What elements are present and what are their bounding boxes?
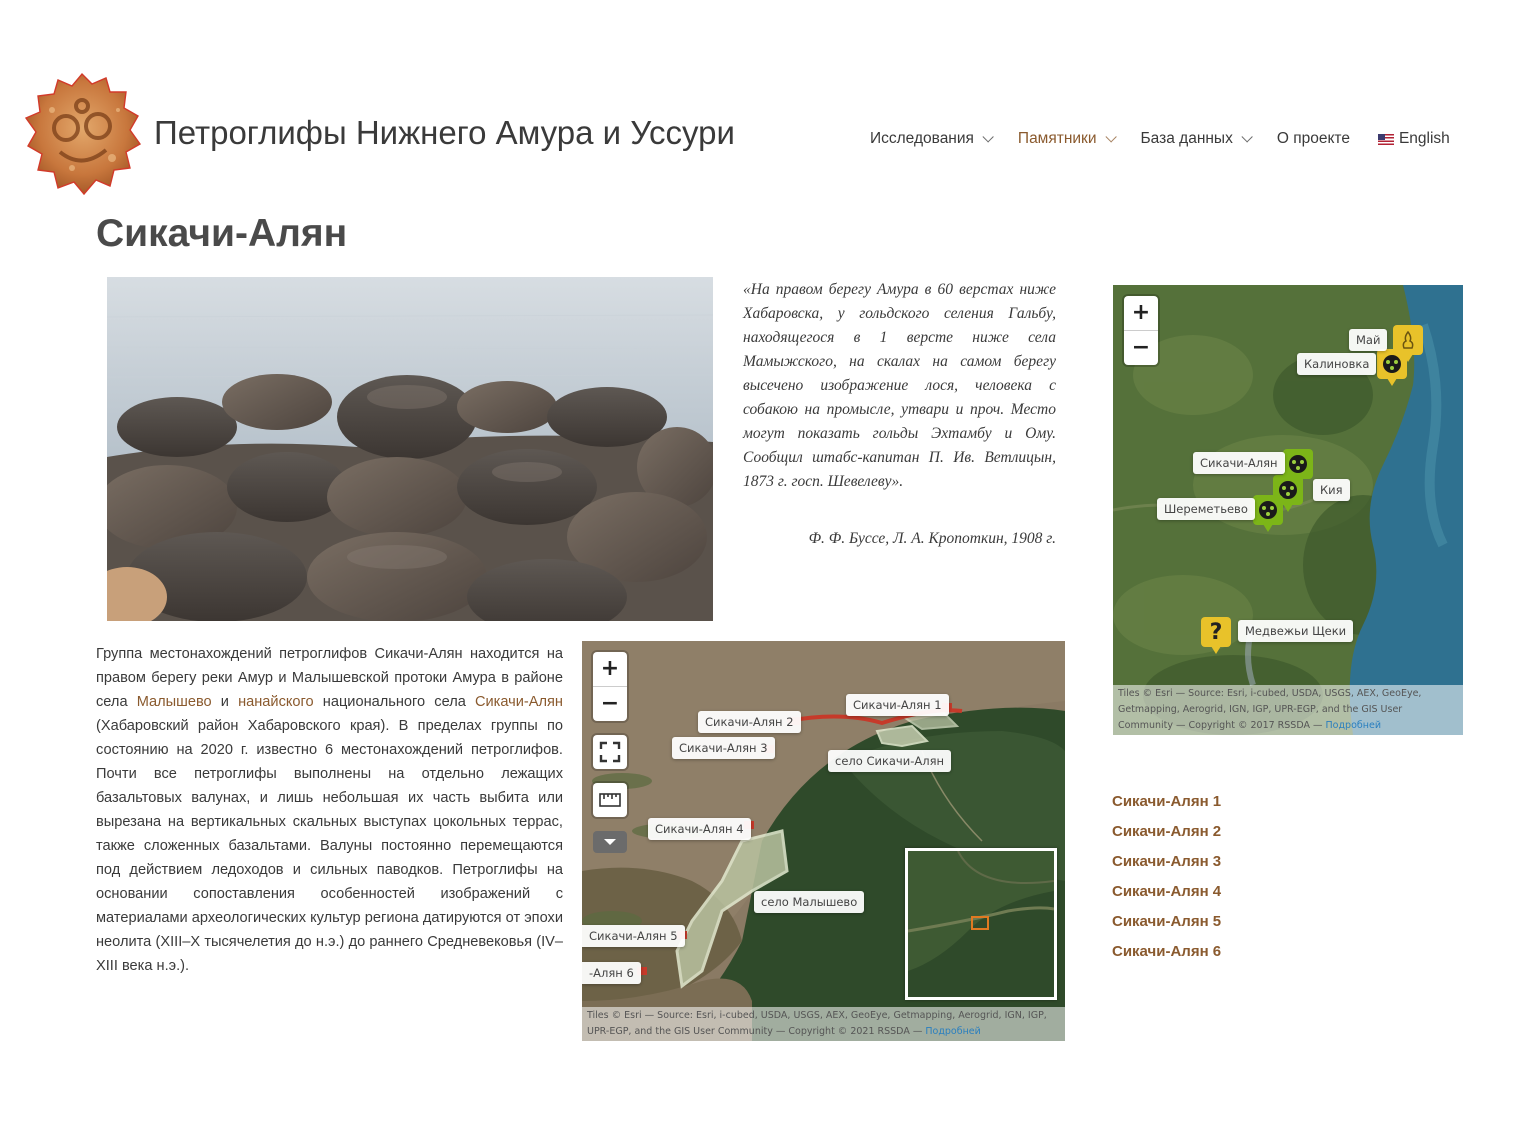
petroglyph-mask-icon <box>1289 455 1307 473</box>
zoom-in-button[interactable]: + <box>600 656 620 681</box>
nav-item-label: О проекте <box>1276 130 1350 147</box>
petroglyph-mask-icon <box>1259 501 1277 519</box>
zoom-in-button[interactable]: + <box>1131 300 1151 325</box>
site-link-6[interactable]: Сикачи-Алян 6 <box>1112 943 1222 960</box>
minimap-tiles <box>908 851 1054 997</box>
nav-item-label: Исследования <box>870 130 974 147</box>
map-marker-medvezhi-shcheki[interactable] <box>1201 617 1231 647</box>
attribution-text: Tiles © Esri — Source: Esri, i-cubed, USDA, USGS, AEX, GeoEye, Getmapping, Aerogrid, IGN, IGP, UPR-EGP, and the GIS User Community — Copyright © 2017 RSSDA — <box>1118 688 1422 731</box>
map-label-site-1[interactable]: Сикачи-Алян 1 <box>846 694 949 716</box>
nav-item-label: База данных <box>1140 130 1233 147</box>
site-link-2[interactable]: Сикачи-Алян 2 <box>1112 823 1222 840</box>
historical-quote: «На правом берегу Амура в 60 верстах ниже Хабаровска, у гольдского селения Гальбу, находящегося в 1 версте ниже села Мамыжского, на скалах на самом берегу высечено изображение лося, человека с собакою на промысле, утвари и проч. Место могут показать гольды Эхтамбу и Ому. Сообщил штабс-капитан П. Ив. Ветлицын, 1873 г. госп. Шевелеву». <box>743 281 1056 490</box>
nav-item-research[interactable] <box>870 130 990 148</box>
site-description <box>96 642 563 978</box>
fullscreen-button[interactable] <box>593 735 627 769</box>
map-attribution <box>582 1007 1065 1041</box>
site-logo[interactable] <box>22 70 142 200</box>
nav-item-monuments[interactable] <box>1018 130 1113 148</box>
chevron-down-icon <box>1241 131 1252 142</box>
map-label-sheremetevo[interactable]: Шереметьево <box>1157 498 1255 520</box>
map-label-site-6[interactable]: -Алян 6 <box>582 962 641 984</box>
zoom-control <box>593 652 627 721</box>
chevron-down-icon <box>982 131 993 142</box>
petroglyph-figure-icon <box>1400 331 1416 349</box>
link-malyshevo[interactable]: Малышево <box>136 694 212 710</box>
petroglyph-mask-icon <box>1383 355 1401 373</box>
map-label-kiya[interactable]: Кия <box>1313 479 1350 501</box>
quote-author: Ф. Ф. Буссе, Л. А. Кропоткин, 1908 г. <box>808 530 1056 547</box>
map-label-site-5[interactable]: Сикачи-Алян 5 <box>582 925 685 947</box>
attribution-more-link[interactable]: Подробней <box>925 1026 981 1037</box>
attribution-text: Tiles © Esri — Source: Esri, i-cubed, USDA, USGS, AEX, GeoEye, Getmapping, Aerogrid, IGN, IGP, UPR-EGP, and the GIS User Community — Copyright © 2021 RSSDA — <box>587 1010 1047 1037</box>
site-link-3[interactable]: Сикачи-Алян 3 <box>1112 853 1222 870</box>
link-nanai[interactable]: нанайского <box>238 694 314 710</box>
layers-toggle-button[interactable] <box>593 831 627 853</box>
rocks-photo <box>107 277 713 621</box>
map-label-site-4[interactable]: Сикачи-Алян 4 <box>648 818 751 840</box>
text-fragment: и <box>211 694 239 710</box>
zoom-control <box>1124 296 1158 365</box>
page-title: Сикачи-Алян <box>96 212 348 255</box>
local-map[interactable] <box>582 641 1065 1041</box>
map-marker-sheremetevo[interactable] <box>1253 495 1283 525</box>
caret-down-icon <box>602 837 618 847</box>
map-label-village-malyshevo[interactable]: село Малышево <box>754 891 864 913</box>
nav-item-label: English <box>1398 130 1450 147</box>
nav-item-about[interactable] <box>1277 130 1350 148</box>
map-label-site-2[interactable]: Сикачи-Алян 2 <box>698 711 801 733</box>
map-label-kalinovka[interactable]: Калиновка <box>1297 353 1376 375</box>
minimap[interactable] <box>905 848 1057 1000</box>
nav-item-label: Памятники <box>1017 130 1097 147</box>
site-link-4[interactable]: Сикачи-Алян 4 <box>1112 883 1222 900</box>
map-label-village-sikachi-alyan[interactable]: село Сикачи-Алян <box>828 750 951 772</box>
site-title[interactable]: Петроглифы Нижнего Амура и Уссури <box>154 114 735 151</box>
zoom-out-button[interactable]: − <box>1124 330 1158 365</box>
us-flag-icon <box>1378 134 1394 145</box>
map-label-site-3[interactable]: Сикачи-Алян 3 <box>672 737 775 759</box>
zoom-out-button[interactable]: − <box>593 686 627 721</box>
map-attribution <box>1113 685 1463 735</box>
text-fragment: Группа местонахождений петроглифов Сикачи-Алян находится на правом берегу реки Амур и Малышевской протоки Амура в районе села <box>96 646 563 710</box>
text-fragment: национального села <box>313 694 475 710</box>
petroglyph-logo-icon <box>22 70 142 200</box>
map-label-may[interactable]: Май <box>1349 329 1387 351</box>
question-icon: ? <box>1209 619 1223 645</box>
ruler-icon <box>598 788 622 812</box>
fullscreen-icon <box>599 741 621 763</box>
main-nav <box>870 130 1478 148</box>
attribution-more-link[interactable]: Подробней <box>1325 720 1381 731</box>
map-marker-kalinovka[interactable] <box>1377 349 1407 379</box>
nav-item-database[interactable] <box>1141 130 1249 148</box>
measure-button[interactable] <box>593 783 627 817</box>
site-link-1[interactable]: Сикачи-Алян 1 <box>1112 793 1222 810</box>
text-fragment: (Хабаровский район Хабаровского края). В пределах группы по состоянию на 2020 г. известно 6 местонахождений петроглифов. Почти все петроглифы выполнены на отдельно лежащих базальтовых валунах, и лишь небольшая их часть выбита или вырезана на вертикальных скальных выступах цокольных террас, также сложенных базальтами. Валуны постоянно перемещаются под действием ледоходов и сильных паводков. Петроглифы на основании сопоставления особенностей изображений с материалами археологических культур региона датируются от эпохи неолита (XIII–X тысячелетия до н.э.) до раннего Средневековья (IV–XIII века н.э.). <box>96 718 563 974</box>
site-link-5[interactable]: Сикачи-Алян 5 <box>1112 913 1222 930</box>
map-label-sikachi-alyan[interactable]: Сикачи-Алян <box>1193 452 1285 474</box>
chevron-down-icon <box>1105 131 1116 142</box>
link-sikachi-alyan[interactable]: Сикачи-Алян <box>474 694 563 710</box>
site-list <box>1112 790 1221 970</box>
nav-item-english[interactable] <box>1378 130 1450 148</box>
map-label-medvezhi-shcheki[interactable]: Медвежьи Щеки <box>1238 620 1353 642</box>
region-map[interactable] <box>1113 285 1463 735</box>
